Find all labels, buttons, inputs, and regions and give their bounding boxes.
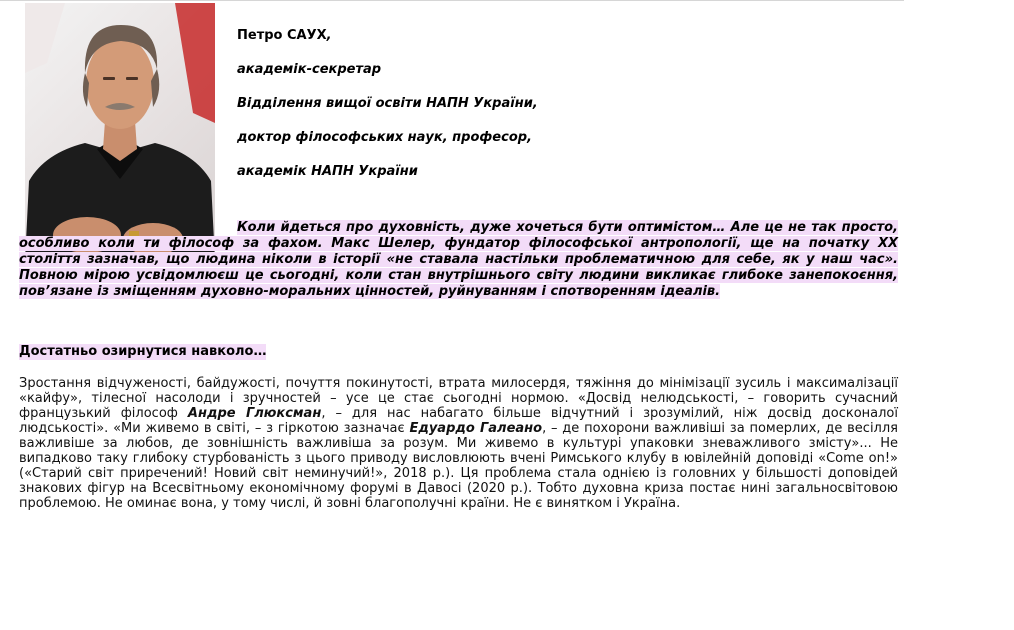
quoted-name-galeano: Едуардо Галеано <box>409 421 543 436</box>
author-name: Петро САУХ <box>237 28 327 43</box>
author-title-3: доктор філософських наук, професор, <box>237 130 532 145</box>
body-paragraph <box>19 376 898 511</box>
author-title-4: академік НАПН України <box>237 164 418 179</box>
top-divider <box>0 0 904 1</box>
body-text-part-1: Зростання відчуженості, байдужості, почуття покинутості, втрата милосердя, тяжіння до мінімізації зусиль і максималізації «кайфу», тілесної насолоди і зручностей – усе це стає сьогодні нормою. «Досвід нелюдськості, – говорить сучасний французький філософ <box>19 376 898 421</box>
lead-paragraph <box>19 220 898 300</box>
section-subheading: Достатньо озирнутися навколо… <box>19 344 267 359</box>
lead-text: Коли йдеться про духовність, дуже хочеться бути оптимістом… Але це не так просто, особливо коли ти філософ за фахом. Макс Шелер, фундатор філософської антропології, ще на початку ХХ століття зазначав, що людина ніколи в історії «не ставала настільки проблематичною для себе, як у наш час». Повною мірою усвідомлюєш це сьогодні, коли стан внутрішнього світу людини викликає глибоке занепокоєння, пов’язане із зміщенням духовно-моральних цінностей, руйнуванням і спотворенням ідеалів. <box>19 220 898 299</box>
author-name-suffix: , <box>326 28 332 43</box>
body-text-part-3: , – де похорони важливіші за померлих, де весілля важливіше за любов, де зовнішність важливіша за розум. Ми живемо в культурі упаковки зневажливого змісту»... Не випадково таку глибоку стурбованість з цього приводу висловлюють вчені Римського клубу в ювілейній доповіді «Come on!» («Старий світ приречений! Новий світ неминучий!», 2018 р.). Ця проблема стала однією із головних у більшості доповідей знакових фігур на Всесвітньому економічному форумі в Давосі (2020 р.). Тобто духовна криза постає нині загальносвітовою проблемою. Не оминає вона, у тому числі, й зовні благополучні країни. Не є винятком і Україна. <box>19 421 898 511</box>
author-name-line <box>237 28 538 62</box>
author-credits <box>237 28 538 198</box>
author-title-2: Відділення вищої освіти НАПН України, <box>237 96 538 111</box>
body-text-part-2: , – для нас набагато більше відчутний і зрозумілий, ніж досвід досконалої людськості». «Ми живемо в світі, – з гіркотою зазначає <box>19 406 898 436</box>
quoted-name-glucksmann: Андре Глюксман <box>187 406 322 421</box>
author-title-1: академік-секретар <box>237 62 382 77</box>
